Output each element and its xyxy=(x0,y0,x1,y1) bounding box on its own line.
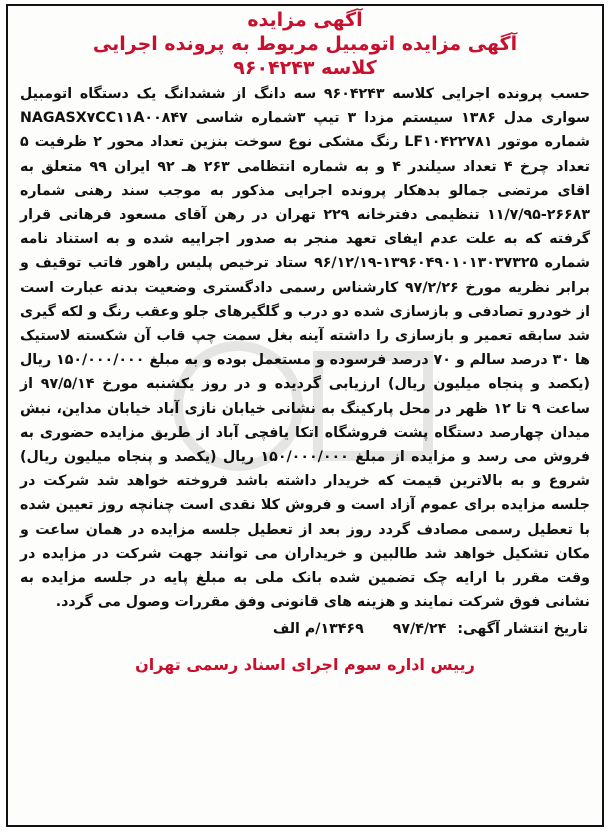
publication-code: ۱۳۴۶۹/م الف xyxy=(272,621,364,638)
notice-subtitle: آگهی مزایده اتومبیل مربوط به پرونده اجرایی xyxy=(92,33,518,55)
notice-body: حسب پرونده اجرایی کلاسه ۹۶۰۴۲۴۳ سه دانگ از ششدانگ یک دستگاه اتومبیل سواری مدل ۱۳۸۶ سیستم مزدا ۳ تیپ ۳شماره شاسی NAGASX۷CC۱۱A۰۰۸۴۷ شماره موتور LF۱۰۴۲۲۷۸۱ رنگ مشکی نوع سوخت بنزین تعداد محور ۲ ظرفیت ۵ تعداد چرخ ۴ تعداد سیلندر ۴ و به شماره انتظامی ۲۶۳ هـ ۹۲ ایران ۹۹ متعلق به اقای مرتضی جمالو بدهکار پرونده اجرایی مذکور به موجب سند رهنی شماره ۲۶۶۸۳-۱۱/۷/۹۵ تنظیمی دفترخانه ۲۲۹ تهران در رهن آقای مسعود فرهانی قرار گرفته که به علت عدم ایفای تعهد منجر به صدور اجراییه شده و به استناد نامه شماره ۱۳۹۶۰۴۹۰۱۰۱۳۰۳۷۳۲۵-۹۶/۱۲/۱۹ ستاد ترخیص پلیس راهور فاتب توقیف و برابر نظریه مورخ ۹۷/۲/۲۶ کارشناس رسمی دادگستری وضعیت بدنه عبارت است از خودرو تصادفی و بازسازی شده دو درب و گلگیرهای جلو وعقب رنگ و لکه گیری شد سابقه تعمیر و بازسازی را داشته آینه بغل سمت چپ قاب آن شکسته لاستیک ها ۳۰ درصد سالم و ۷۰ درصد فرسوده و مستعمل بوده و به مبلغ ۱۵۰/۰۰۰/۰۰۰ ریال (یکصد و پنجاه میلیون ریال) ارزیابی گردیده و در روز یکشنبه مورخ ۹۷/۵/۱۴ از ساعت ۹ تا ۱۲ ظهر در محل پارکینگ به نشانی خیابان نازی آباد خیابان مداین، نبش میدان چهارصد دستگاه پشت فروشگاه اتکا یافچی آباد از طریق مزایده حضوری به فروش می رسد و مزایده از مبلغ ۱۵۰/۰۰۰/۰۰۰ ریال (یکصد و پنجاه میلیون ریال) شروع و به بالاترین قیمت که خریدار داشته باشد فروخته خواهد شد شرکت در جلسه مزایده برای عموم آزاد است و فروش کلا نقدی است چنانچه روز تعیین شده با تعطیل رسمی مصادف گردد روز بعد از تعطیل جلسه مزایده در همان ساعت و مکان تشکیل خواهد شد طالبین و خریداران می توانند جهت شرکت در مزایده در وقت مقرر با ارایه چک تضمین شده بانک ملی به مبلغ پایه در جلسه مزایده به نشانی فوق شرکت نمایند و هزینه های قانونی وفق مقررات وصول می گردد. xyxy=(20,86,591,611)
publication-label: تاریخ انتشار آگهی: xyxy=(457,621,588,638)
publication-date: ۹۷/۴/۲۴ xyxy=(392,621,447,638)
publication-line xyxy=(8,614,602,640)
case-number: کلاسه ۹۶۰۴۲۴۳ xyxy=(233,57,377,79)
notice-title: آگهی مزایده xyxy=(247,9,363,31)
auction-notice xyxy=(6,4,604,827)
notice-header xyxy=(8,6,602,80)
signature-line: رییس اداره سوم اجرای اسناد رسمی تهران xyxy=(135,655,475,675)
